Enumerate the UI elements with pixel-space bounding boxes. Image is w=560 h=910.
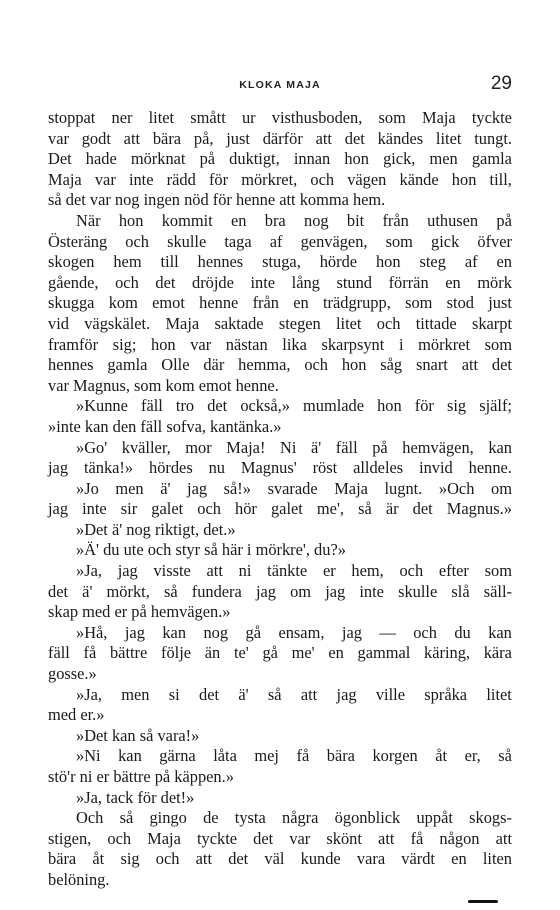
text-line: vid vägskälet. Maja saktade stegen litet och tittade skarpt [48,313,512,333]
text-line: »Det kan så vara!» [76,725,200,745]
text-line: skugga kom emot henne från en trädgrupp, som stod just [48,293,512,313]
text-line: skogen hem till hennes stuga, hörde hon steg af en [48,252,512,272]
text-line: »Det ä' nog riktigt, det.» [76,519,236,539]
text-line: »Go' kväller, mor Maja! Ni ä' fäll på hemvägen, kan [76,437,512,457]
text-line: »Ä' du ute och styr så här i mörkre', du?» [76,540,346,560]
text-line: framför sig; hon var nästan lika skarpsynt i mörkret som [48,334,512,354]
text-line: var Magnus, som kom emot henne. [48,375,279,395]
text-line: Det hade mörknat på duktigt, innan hon gick, men gamla [48,149,512,169]
running-title: KLOKA MAJA [239,79,321,91]
running-header [48,73,512,99]
text-line: »Ja, men si det ä' så att jag ville språka litet [76,684,512,704]
text-line: med er.» [48,705,105,725]
text-line: »Ja, tack för det!» [76,787,195,807]
text-line: jag inte sir galet och hör galet me', så är det Magnus.» [48,499,512,519]
text-line: »Ni kan gärna låta mej få bära korgen åt er, så [76,746,512,766]
text-line: stigen, och Maja tyckte det var skönt att få någon att [48,828,512,848]
text-line: hennes gamla Olle där hemma, och hon såg snart att det [48,355,512,375]
text-line: gående, och det dröjde inte lång stund förrän en mörk [48,272,512,292]
text-line: »Jo men ä' jag så!» svarade Maja lugnt. »Och om [76,478,512,498]
text-line: stoppat ner litet smått ur visthusboden, som Maja tyckte [48,108,512,127]
text-line: »Kunne fäll tro det också,» mumlade hon för sig själf; [76,396,512,416]
text-line: Och så gingo de tysta några ögonblick uppåt skogs- [76,808,512,828]
text-line: skap med er på hemvägen.» [48,602,231,622]
text-line: belöning. [48,869,110,889]
text-line: bära åt sig och att det väl kunde vara värdt en liten [48,849,512,869]
text-line: gosse.» [48,664,97,684]
text-line: det ä' mörkt, så fundera jag om jag inte skulle slå säll- [48,581,512,601]
footer-rule [468,900,498,903]
text-line: jag tänka!» hördes nu Magnus' röst alldeles invid henne. [48,458,512,478]
page-number: 29 [490,73,512,94]
text-line: Maja var inte rädd för mörkret, och vägen kände hon till, [48,169,512,189]
text-line: var godt att bära på, just därför att det kändes litet tungt. [48,128,512,148]
text-line: »inte kan den fäll sofva, kantänka.» [48,416,282,436]
text-line: så det var nog ingen nöd för henne att komma hem. [48,190,386,210]
body-text [48,108,512,891]
text-line: »Hå, jag kan nog gå ensam, jag — och du kan [76,622,512,642]
text-line: »Ja, jag visste att ni tänkte er hem, och efter som [76,561,512,581]
text-line: När hon kommit en bra nog bit från uthusen på [76,210,512,230]
text-line: fäll få bättre följe än te' gå me' en gammal käring, kära [48,643,512,663]
text-line: stö'r ni er bättre på käppen.» [48,767,234,786]
text-line: Österäng och skulle taga af genvägen, som gick öfver [48,231,512,251]
